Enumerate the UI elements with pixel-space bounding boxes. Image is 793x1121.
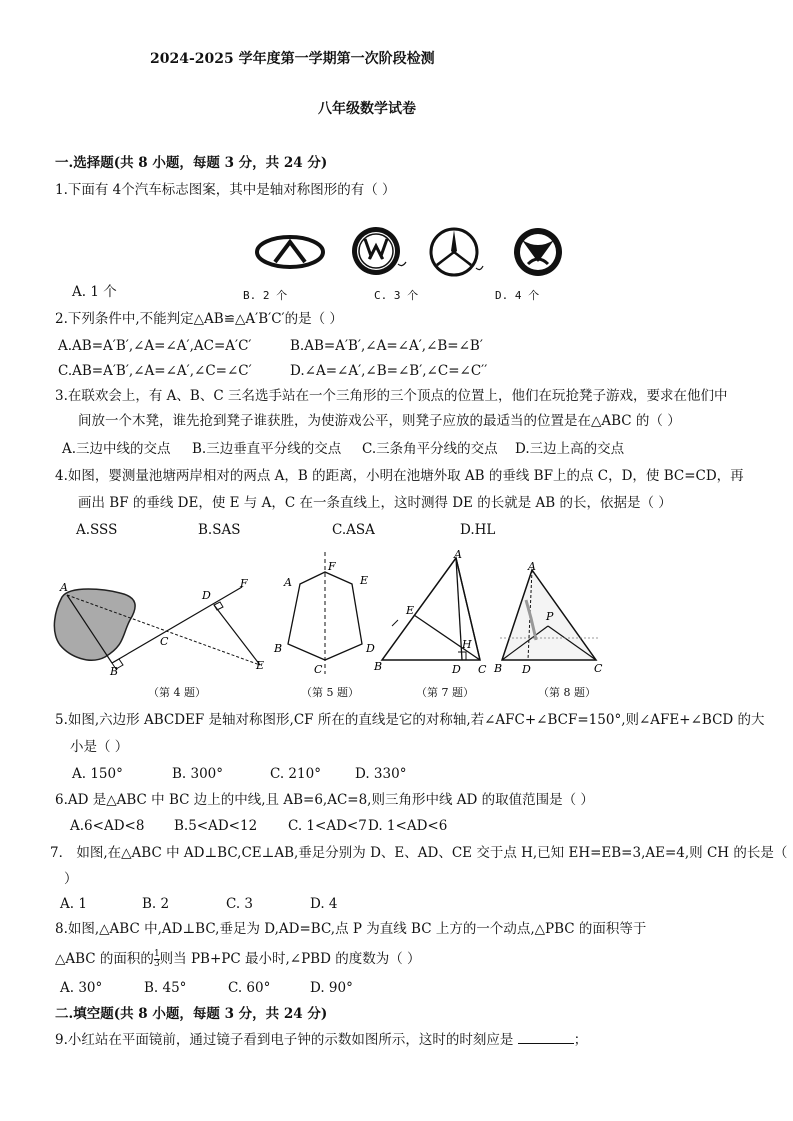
volkswagen-logo-icon bbox=[350, 226, 410, 278]
q1-option-d: D. 4 个 bbox=[495, 289, 540, 302]
q8-frac-num: 1 bbox=[153, 949, 160, 959]
fig5-label-d: D bbox=[366, 642, 375, 655]
q6-option-d: D. 1<AD<6 bbox=[368, 818, 448, 834]
q5-option-a: A. 150° bbox=[72, 766, 123, 782]
exam-subtitle: 八年级数学试卷 bbox=[318, 101, 416, 117]
figure-7 bbox=[372, 548, 502, 680]
fig8-label-a: A bbox=[528, 560, 536, 573]
fig8-label-c: C bbox=[594, 662, 603, 675]
q8-option-a: A. 30° bbox=[60, 980, 103, 996]
q8-line1: 8.如图,△ABC 中,AD⊥BC,垂足为 D,AD=BC,点 P 为直线 BC 上方的一个动点,△PBC 的面积等于 bbox=[55, 921, 647, 937]
fig7-label-c: C bbox=[478, 663, 487, 676]
fig8-label-p: P bbox=[546, 610, 554, 623]
q4-option-a: A.SSS bbox=[76, 522, 118, 538]
q6-stem: 6.AD 是△ABC 中 BC 边上的中线,且 AB=6,AC=8,则三角形中线 AD 的取值范围是（ ） bbox=[55, 792, 594, 808]
q8-option-b: B. 45° bbox=[144, 980, 187, 996]
fig5-label-e: E bbox=[360, 574, 369, 587]
q7-option-a: A. 1 bbox=[60, 896, 87, 912]
section2-heading: 二.填空题(共 8 小题，每题 3 分，共 24 分) bbox=[55, 1006, 328, 1022]
q3-option-d: D.三边上高的交点 bbox=[515, 441, 625, 457]
q8-line2-pre: △ABC 的面积的 bbox=[55, 951, 154, 967]
q7-line2: ） bbox=[64, 871, 78, 887]
exam-title: 2024-2025 学年度第一学期第一次阶段检测 bbox=[150, 51, 435, 67]
q2-option-a: A.AB=A′B′,∠A=∠A′,AC=A′C′ bbox=[58, 338, 252, 354]
figure-7-caption: （第 7 题） bbox=[416, 686, 474, 699]
q5-line1: 5.如图,六边形 ABCDEF 是轴对称图形,CF 所在的直线是它的对称轴,若∠AFC+∠BCF=150°,则∠AFE+∠BCD 的大 bbox=[55, 712, 765, 728]
q7-option-c: C. 3 bbox=[226, 896, 254, 912]
fig8-label-d: D bbox=[522, 663, 531, 676]
figure-4-caption: （第 4 题） bbox=[148, 686, 206, 699]
q1-option-a: A. 1 个 bbox=[72, 284, 117, 300]
q5-option-b: B. 300° bbox=[172, 766, 224, 782]
q6-option-c: C. 1<AD<7 bbox=[288, 818, 367, 834]
q2-option-d: D.∠A=∠A′,∠B=∠B′,∠C=∠C′′ bbox=[290, 363, 488, 379]
q5-option-c: C. 210° bbox=[270, 766, 321, 782]
fig7-label-a: A bbox=[454, 548, 462, 561]
q2-stem: 2.下列条件中,不能判定△AB≌△A′B′C′的是（ ） bbox=[55, 311, 343, 327]
q8-option-d: D. 90° bbox=[310, 980, 353, 996]
q1-option-c: C. 3 个 bbox=[374, 289, 419, 302]
fig8-label-b: B bbox=[494, 662, 503, 675]
q8-frac-den: 3 bbox=[153, 959, 160, 969]
figure-8 bbox=[492, 560, 612, 680]
fig4-label-c: C bbox=[160, 635, 169, 648]
q3-line2: 间放一个木凳，谁先抢到凳子谁获胜，为使游戏公平，则凳子应放的最适当的位置是在△ABC 的（ ） bbox=[78, 413, 681, 429]
q3-option-a: A.三边中线的交点 bbox=[62, 441, 171, 457]
q2-option-c: C.AB=A′B′,∠A=∠A′,∠C=∠C′ bbox=[58, 363, 252, 379]
q5-option-d: D. 330° bbox=[355, 766, 407, 782]
q3-option-c: C.三条角平分线的交点 bbox=[362, 441, 498, 457]
q4-option-b: B.SAS bbox=[198, 522, 241, 538]
q6-option-b: B.5<AD<12 bbox=[174, 818, 258, 834]
fig4-label-d: D bbox=[202, 589, 211, 602]
fig5-label-a: A bbox=[284, 576, 292, 589]
q3-option-b: B.三边垂直平分线的交点 bbox=[192, 441, 342, 457]
mercedes-logo-icon bbox=[428, 228, 488, 278]
q4-option-d: D.HL bbox=[460, 522, 496, 538]
section1-heading: 一.选择题(共 8 小题，每题 3 分，共 24 分) bbox=[55, 155, 328, 171]
q8-option-c: C. 60° bbox=[228, 980, 271, 996]
q4-line1: 4.如图，婴测量池塘两岸相对的两点 A，B 的距离，小明在池塘外取 AB 的垂线 BF上的点 C，D，使 BC=CD，再 bbox=[55, 468, 744, 484]
figure-4 bbox=[50, 565, 283, 680]
q1-option-b: B. 2 个 bbox=[243, 289, 288, 302]
fig5-label-b: B bbox=[274, 642, 283, 655]
q5-line2: 小是（ ） bbox=[70, 739, 129, 755]
figure-5-caption: （第 5 题） bbox=[301, 686, 359, 699]
q9-tail: ； bbox=[573, 1032, 588, 1048]
q7-line1: 7． 如图,在△ABC 中 AD⊥BC,CE⊥AB,垂足分别为 D、E、AD、CE 交于点 H,已知 EH=EB=3,AE=4,则 CH 的长是（ bbox=[50, 845, 788, 861]
fig4-label-a: A bbox=[60, 581, 68, 594]
q1-stem: 1.下面有 4个汽车标志图案，其中是轴对称图形的有（ ） bbox=[55, 182, 396, 198]
q8-line2-post: 则当 PB+PC 最小时,∠PBD 的度数为（ ） bbox=[159, 951, 421, 967]
infiniti-logo-icon bbox=[255, 232, 325, 272]
figure-8-caption: （第 8 题） bbox=[538, 686, 596, 699]
fig5-label-f: F bbox=[328, 560, 336, 573]
q7-option-b: B. 2 bbox=[142, 896, 170, 912]
q4-option-c: C.ASA bbox=[332, 522, 375, 538]
fig5-label-c: C bbox=[314, 663, 323, 676]
q2-option-b: B.AB=A′B′,∠A=∠A′,∠B=∠B′ bbox=[290, 338, 483, 354]
q8-line2 bbox=[55, 950, 421, 969]
fig7-label-b: B bbox=[374, 660, 383, 673]
q4-line2: 画出 BF 的垂线 DE，使 E 与 A，C 在一条直线上，这时测得 DE 的长就是 AB 的长，依据是（ ） bbox=[78, 495, 672, 511]
fig7-label-e: E bbox=[406, 604, 415, 617]
fig7-label-h: H bbox=[462, 638, 472, 651]
q3-line1: 3.在联欢会上，有 A、B、C 三名选手站在一个三角形的三个顶点的位置上，他们在玩抢凳子游戏，要求在他们中 bbox=[55, 388, 728, 404]
q6-option-a: A.6<AD<8 bbox=[70, 818, 145, 834]
q7-option-d: D. 4 bbox=[310, 896, 338, 912]
q9-answer-blank[interactable] bbox=[518, 1031, 574, 1044]
fig4-label-e: E bbox=[256, 659, 265, 672]
dongfeng-logo-icon bbox=[510, 228, 570, 278]
fig7-label-d: D bbox=[452, 663, 461, 676]
fig4-label-f: F bbox=[240, 577, 248, 590]
q9-line bbox=[55, 1031, 587, 1049]
fig4-label-b: B bbox=[110, 665, 119, 678]
q9-stem: 9.小红站在平面镜前，通过镜子看到电子钟的示数如图所示，这时的时刻应是 bbox=[55, 1032, 514, 1048]
